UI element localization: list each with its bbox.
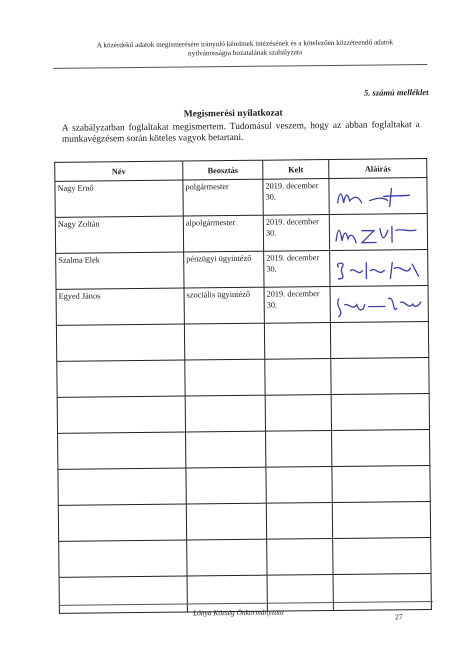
name-cell [58,504,186,541]
document-title: Megismerési nyilatkozat [183,108,283,120]
table-row [58,429,430,469]
handwritten-signature [331,289,427,318]
date-cell [265,359,331,396]
date-cell [264,323,330,360]
header-title-line-1: A közérdekű adatok megismerésére irányuló kérelmek intézésének és a kötelezően közzéteendő adatok [96,38,394,50]
position-cell: alpolgármester [183,215,263,252]
position-cell [185,395,265,432]
name-cell [57,396,185,433]
table-row [58,465,430,505]
table-row [59,537,431,577]
position-cell: pénzügyi ügyintéző [184,251,264,288]
date-cell: 2019. december 30. [264,251,330,288]
signature-cell [330,285,428,322]
name-cell [57,360,185,397]
annex-label: 5. számú melléklet [363,86,429,98]
table-row [55,213,427,253]
signature-cell [331,357,429,394]
name-cell: Egyed János [56,288,184,325]
signature-cell [332,501,430,538]
date-cell [267,574,333,611]
table-row [56,321,428,361]
signature-cell [333,573,431,610]
signature-cell [332,465,430,502]
table-row [56,285,428,325]
name-cell [58,468,186,505]
column-header-signature: Aláírás [329,158,427,178]
column-header-position: Beosztás [183,160,263,180]
header-title-line-2: nyilvánosságra hozatalának szabályzata [187,48,303,58]
header-title [55,38,435,60]
table-row [57,393,429,433]
column-header-date: Kelt [263,160,329,180]
signature-stroke [337,188,409,207]
position-cell [186,467,266,504]
position-cell [187,575,267,612]
position-cell: szociális ügyintéző [184,287,264,324]
signature-stroke [338,297,421,316]
table-row [55,177,427,217]
column-header-name: Név [55,161,183,181]
signature-stroke [337,262,418,279]
date-cell [267,538,333,575]
position-cell [184,323,264,360]
position-cell [185,359,265,396]
header-rule [53,64,427,69]
date-cell: 2019. december 30. [263,179,329,216]
date-cell: 2019. december 30. [263,215,329,252]
position-cell [186,503,266,540]
date-cell [265,395,331,432]
signature-cell [333,537,431,574]
signature-table [54,158,432,614]
name-cell: Nagy Zoltán [55,216,183,253]
date-cell: 2019. december 30. [264,287,330,324]
handwritten-signature [330,253,426,282]
name-cell [56,324,184,361]
position-cell [186,431,266,468]
signature-cell [331,393,429,430]
table-row [56,249,428,289]
table-row [58,501,430,541]
table-row [57,357,429,397]
signature-cell [332,429,430,466]
date-cell [266,430,332,467]
name-cell: Nagy Ernő [55,180,183,217]
date-cell [266,466,332,503]
signature-cell [330,321,428,358]
name-cell: Szalma Elek [56,252,184,289]
declaration-text: A szabályzatban foglaltakat megismertem. Tudomásul veszem, hogy az abban foglaltakat a munkavégzésem során köteles vagyok betartani. [61,120,420,145]
handwritten-signature [329,182,425,211]
position-cell: polgármester [183,179,263,216]
signature-cell [329,213,427,250]
name-cell [58,432,186,469]
position-cell [187,539,267,576]
handwritten-signature [330,218,426,247]
table-body [55,177,432,613]
date-cell [266,502,332,539]
name-cell [59,540,187,577]
page-number: 27 [394,612,403,622]
footer-text: Lónya Község Önkormányzata [193,607,284,618]
signature-cell [329,177,427,214]
signature-cell [330,249,428,286]
signature-stroke [336,226,416,243]
